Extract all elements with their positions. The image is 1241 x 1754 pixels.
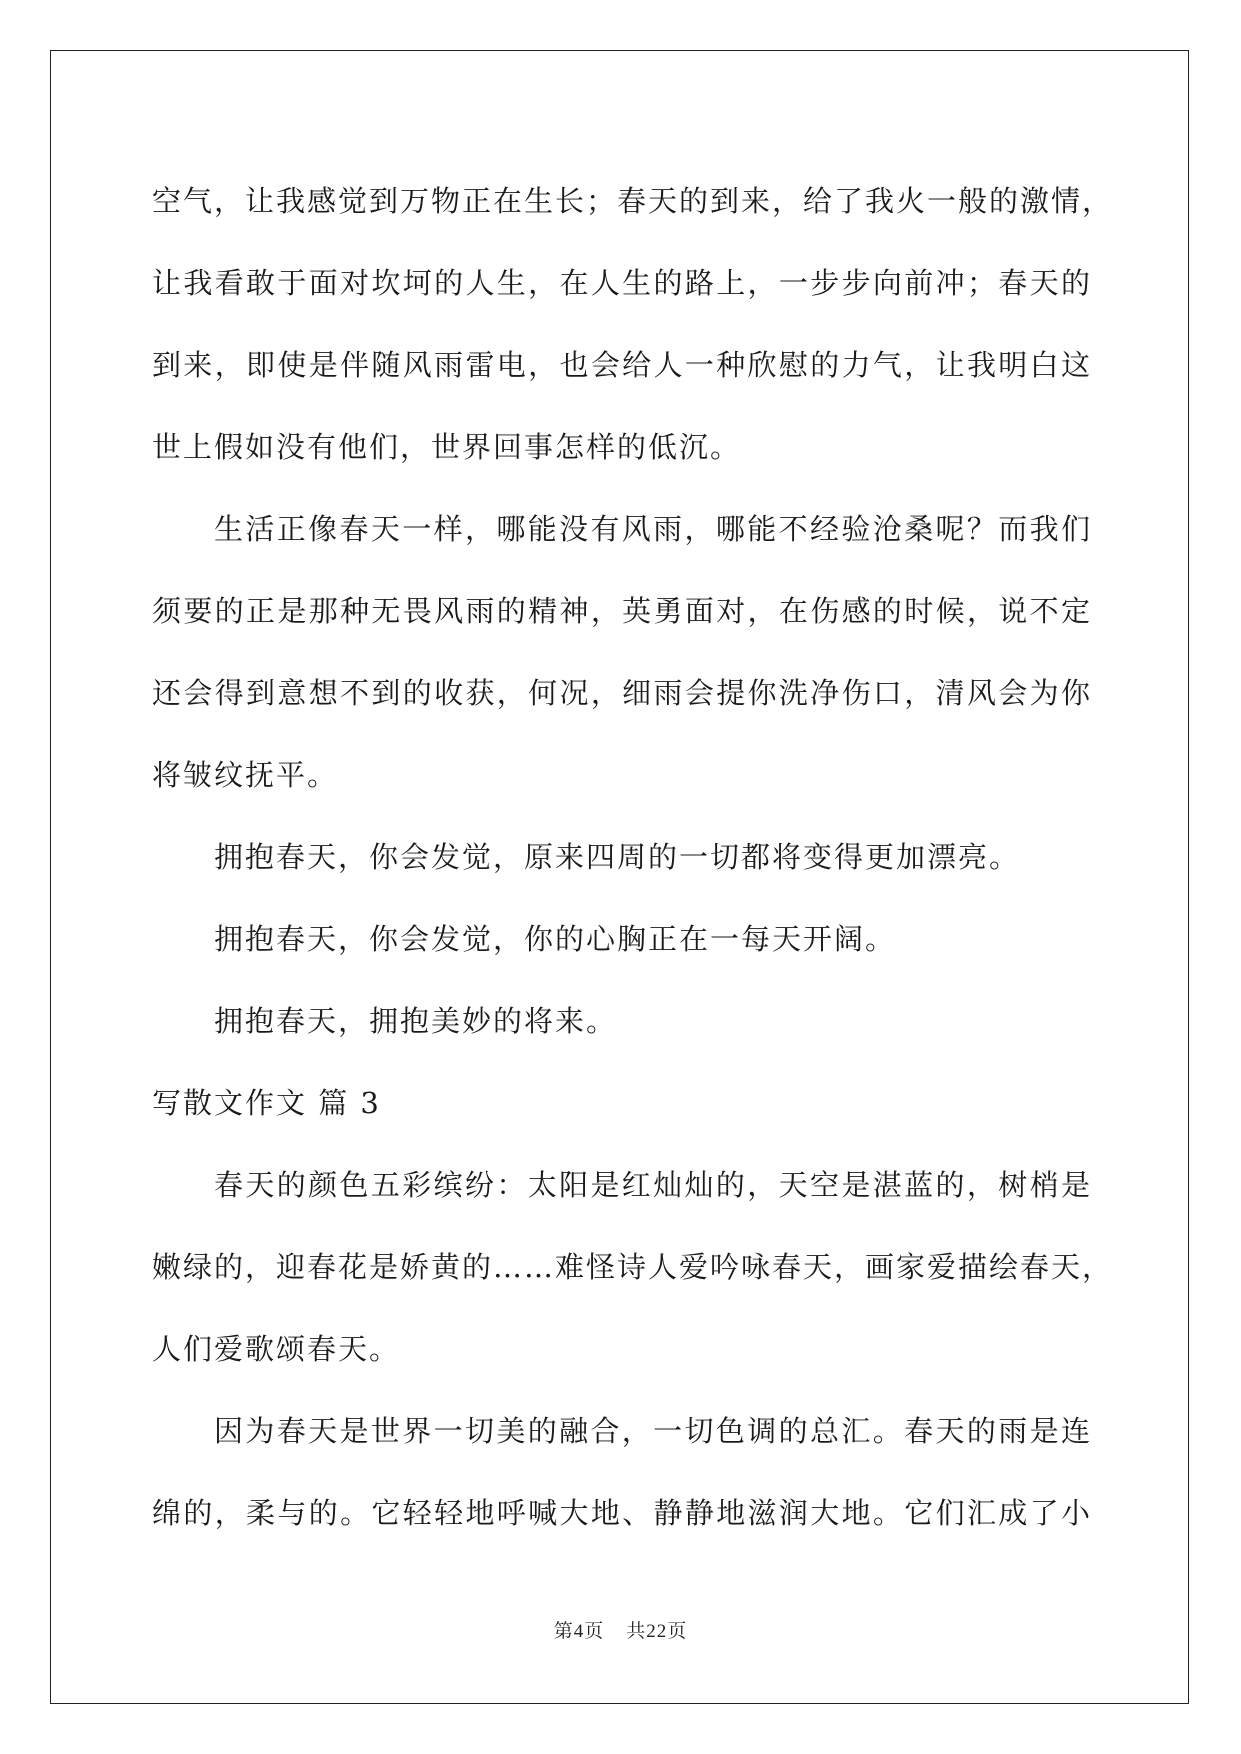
page-footer: [0, 1616, 1241, 1643]
paragraph-line: 春天的颜色五彩缤纷：太阳是红灿灿的，天空是湛蓝的，树梢是: [214, 1168, 1092, 1202]
total-suffix: 页: [667, 1620, 688, 1642]
page-suffix: 页: [584, 1620, 605, 1642]
paragraph-line: 拥抱春天，你会发觉，原来四周的一切都将变得更加漂亮。: [214, 840, 1021, 874]
paragraph-line: 须要的正是那种无畏风雨的精神，英勇面对，在伤感的时候，说不定: [152, 594, 1092, 628]
paragraph-line: 人们爱歌颂春天。: [152, 1332, 401, 1366]
paragraph-line: 拥抱春天，拥抱美妙的将来。: [214, 1004, 618, 1038]
paragraph-line: 让我看敢于面对坎坷的人生，在人生的路上，一步步向前冲；春天的: [152, 266, 1092, 300]
paragraph-line: 空气，让我感觉到万物正在生长；春天的到来，给了我火一般的激情，: [152, 184, 1114, 218]
paragraph-line: 将皱纹抚平。: [152, 758, 339, 792]
total-pages: 22: [646, 1621, 668, 1642]
paragraph-line: 还会得到意想不到的收获，何况，细雨会提你洗净伤口，清风会为你: [152, 676, 1092, 710]
paragraph-line: 世上假如没有他们，世界回事怎样的低沉。: [152, 430, 742, 464]
page-number: 4: [573, 1621, 585, 1642]
paragraph-line: 因为春天是世界一切美的融合，一切色调的总汇。春天的雨是连: [214, 1414, 1092, 1448]
document-body: [152, 160, 1114, 1554]
paragraph-line: 拥抱春天，你会发觉，你的心胸正在一每天开阔。: [214, 922, 897, 956]
paragraph-line: 生活正像春天一样，哪能没有风雨，哪能不经验沧桑呢？而我们: [214, 512, 1092, 546]
paragraph-line: 嫩绿的，迎春花是娇黄的……难怪诗人爱吟咏春天，画家爱描绘春天，: [152, 1250, 1114, 1284]
total-prefix: 共: [626, 1620, 647, 1642]
section-heading: 写散文作文 篇 3: [152, 1086, 381, 1120]
paragraph-line: 绵的，柔与的。它轻轻地呼喊大地、静静地滋润大地。它们汇成了小: [152, 1496, 1092, 1530]
page-prefix: 第: [553, 1620, 574, 1642]
paragraph-line: 到来，即使是伴随风雨雷电，也会给人一种欣慰的力气，让我明白这: [152, 348, 1092, 382]
